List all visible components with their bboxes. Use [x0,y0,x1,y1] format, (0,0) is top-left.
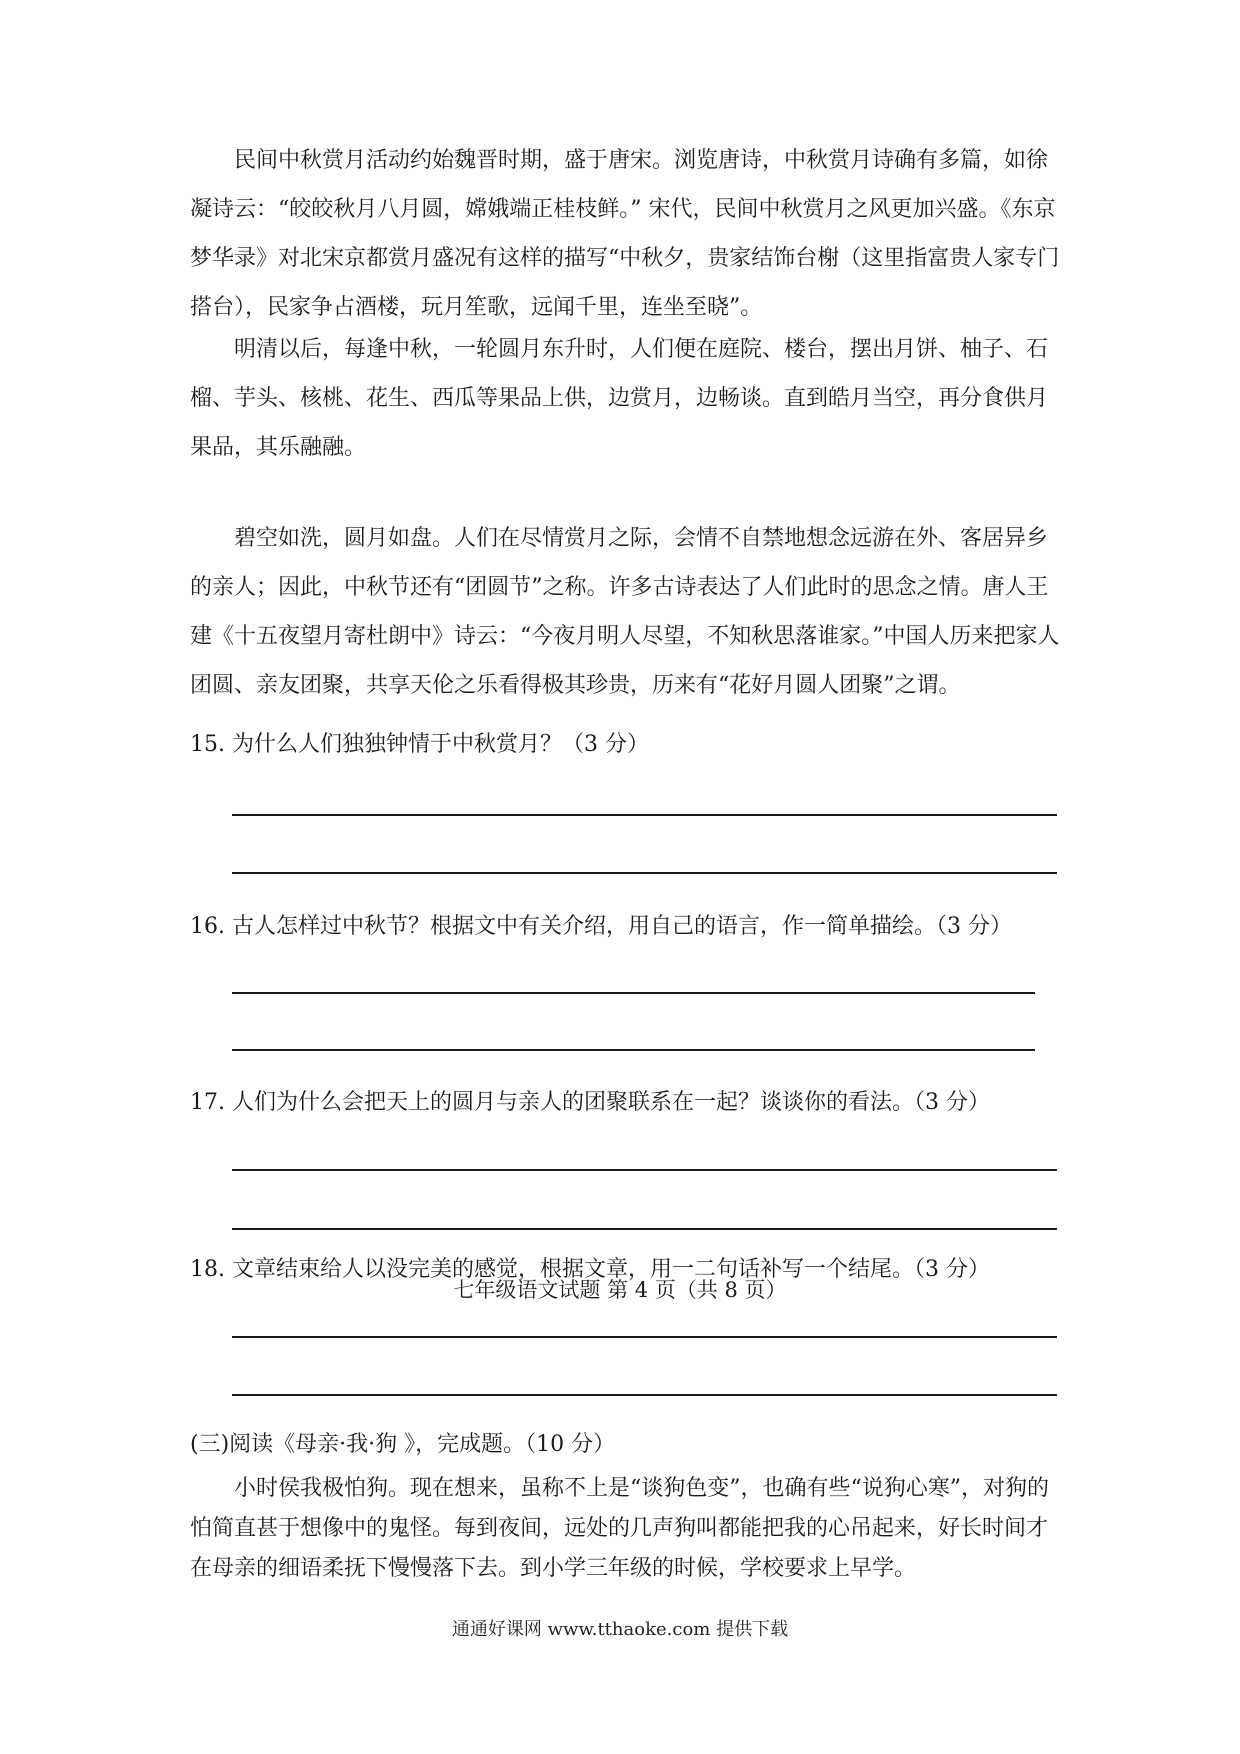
passage-paragraph-3: 碧空如洗，圆月如盘。人们在尽情赏月之际，会情不自禁地想念远游在外、客居异乡的亲人；因此，中秋节还有“团圆节”之称。许多古诗表达了人们此时的思念之情。唐人王建《十五夜望月寄杜朗中》诗云：“今夜月明人尽望，不知秋思落谁家。”中国人历来把家人团圆、亲友团聚，共享天伦之乐看得极其珍贵，历来有“花好月圆人团聚”之谓。 [190,526,1060,698]
question-16: 16. 古人怎样过中秋节？根据文中有关介绍，用自己的语言，作一简单描绘。（3 分） [190,914,1012,939]
answer-line-15a[interactable] [232,814,1057,816]
section-3-heading: (三)阅读《母亲·我·狗 》，完成题。（10 分） [190,1432,616,1457]
answer-line-18a[interactable] [232,1336,1057,1338]
answer-line-18b[interactable] [232,1394,1057,1396]
answer-line-17a[interactable] [232,1169,1057,1171]
passage-paragraph-2: 明清以后，每逢中秋，一轮圆月东升时，人们便在庭院、楼台，摆出月饼、柚子、石榴、芋头、核桃、花生、西瓜等果品上供，边赏月，边畅谈。直到皓月当空，再分食供月果品，其乐融融。 [190,337,1049,460]
question-18: 18. 文章结束给人以没完美的感觉，根据文章，用一二句话补写一个结尾。（3 分） [190,1257,990,1282]
answer-line-16a[interactable] [232,992,1035,994]
footer-download-note: 通通好课网 www.tthaoke.com 提供下载 [451,1619,789,1640]
passage-paragraph-1: 民间中秋赏月活动约始魏晋时期，盛于唐宋。浏览唐诗，中秋赏月诗确有多篇，如徐凝诗云：“皎皎秋月八月圆，嫦娥端正桂枝鲜。” 宋代，民间中秋赏月之风更加兴盛。《东京梦华录》对北宋京都赏月盛况有这样的描写“中秋夕，贵家结饰台榭（这里指富贵人家专门搭台），民家争占酒楼，玩月笙歌，远闻千里，连坐至晓”。 [190,148,1060,320]
answer-line-17b[interactable] [232,1228,1057,1230]
section-3-paragraph-1: 小时侯我极怕狗。现在想来，虽称不上是“谈狗色变”，也确有些“说狗心寒”，对狗的怕简直甚于想像中的鬼怪。每到夜间，远处的几声狗叫都能把我的心吊起来，好长时间才在母亲的细语柔抚下慢慢落下去。到小学三年级的时候，学校要求上早学。 [190,1476,1049,1581]
question-17: 17. 人们为什么会把天上的圆月与亲人的团聚联系在一起？谈谈你的看法。（3 分） [190,1090,990,1115]
answer-line-15b[interactable] [232,872,1057,874]
page-number-label: 七年级语文试题 第 4 页（共 8 页） [453,1278,787,1302]
question-15: 15. 为什么人们独独钟情于中秋赏月？（3 分） [190,732,649,757]
answer-line-16b[interactable] [232,1049,1035,1051]
